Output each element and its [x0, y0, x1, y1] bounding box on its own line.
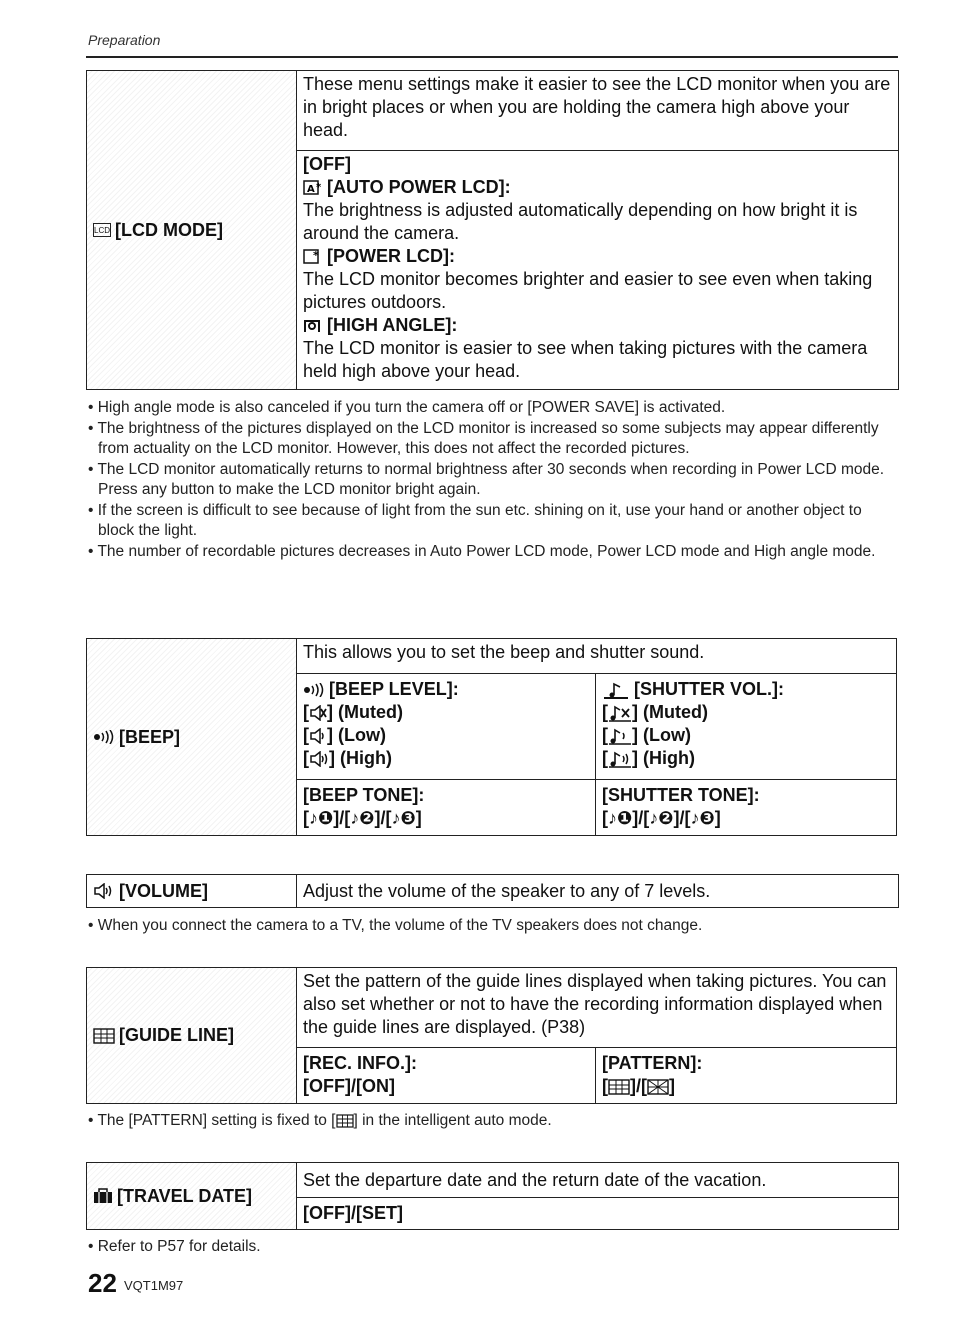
lcd-option-power [303, 245, 892, 268]
guide-line-notes [88, 1111, 900, 1132]
travel-date-label-text: [TRAVEL DATE] [117, 1185, 252, 1206]
lcd-note: • The number of recordable pictures decreases in Auto Power LCD mode, Power LCD mode and High angle mode. [88, 542, 876, 560]
shutter-vol-title [602, 678, 890, 701]
lcd-option-off: [OFF] [303, 154, 351, 174]
travel-date-icon [93, 1188, 113, 1204]
shutter-vol-low-text: (Low) [643, 725, 691, 745]
lcd-mode-icon: LCD [93, 223, 111, 237]
beep-level-row [297, 673, 896, 779]
model-code: VQT1M97 [124, 1278, 184, 1293]
beep-tone-title: [BEEP TONE]: [303, 785, 425, 805]
power-lcd-icon [303, 249, 323, 265]
travel-date-table [86, 1162, 899, 1230]
shutter-vol-high-text: (High) [643, 748, 695, 768]
beep-level-high-text: (High) [340, 748, 392, 768]
pattern-cell [595, 1048, 896, 1103]
svg-text:*: * [316, 182, 322, 194]
beep-intro-text: This allows you to set the beep and shutter sound. [303, 642, 705, 662]
volume-note: • When you connect the camera to a TV, the volume of the TV speakers does not change. [88, 917, 703, 934]
volume-label [87, 875, 297, 907]
travel-date-desc [297, 1163, 898, 1197]
speaker-low-icon [309, 728, 327, 744]
beep-level-muted: [ ] (Muted) [303, 702, 403, 722]
travel-date-notes [88, 1237, 900, 1258]
volume-label-text: [VOLUME] [119, 880, 208, 901]
shutter-vol-text: [SHUTTER VOL.]: [634, 679, 784, 699]
guide-line-icon [93, 1028, 115, 1044]
guide-line-table [86, 967, 897, 1104]
high-angle-icon [303, 318, 323, 334]
lcd-note: • High angle mode is also canceled if you turn the camera off or [POWER SAVE] is activated. [88, 399, 726, 416]
lcd-note: • The LCD monitor automatically returns to normal brightness after 30 seconds when recording in Power LCD mode. Press any button to make the LCD monitor bright again. [88, 460, 885, 498]
travel-date-options-text: [OFF]/[SET] [303, 1203, 403, 1223]
pattern-grid-icon [608, 1079, 630, 1095]
lcd-desc-power: The LCD monitor becomes brighter and easier to see even when taking pictures outdoors. [303, 269, 873, 312]
beep-tone-row [297, 779, 896, 835]
travel-date-options [297, 1197, 898, 1229]
beep-level-title [303, 678, 589, 701]
guide-line-label-text: [GUIDE LINE] [119, 1025, 234, 1045]
beep-level-cell [297, 674, 595, 779]
lcd-notes [88, 398, 900, 562]
guide-line-note-start: • The [PATTERN] setting is fixed to [ [88, 1112, 336, 1129]
shutter-muted-icon [608, 704, 632, 722]
lcd-mode-options [297, 150, 898, 389]
beep-tone-cell [297, 780, 595, 835]
lcd-note: • The brightness of the pictures displayed on the LCD monitor is increased so some subjects may appear differently from actuality on the LCD monitor. However, this does not affect the recorded pictures. [88, 419, 879, 457]
rec-info-cell [297, 1048, 595, 1103]
travel-date-desc-text: Set the departure date and the return date of the vacation. [303, 1169, 767, 1190]
beep-level-high: [ ] (High) [303, 748, 392, 768]
lcd-note: • If the screen is difficult to see because of light from the sun etc. shining on it, use your hand or another object to block the light. [88, 501, 862, 539]
rec-info-title: [REC. INFO.]: [303, 1053, 417, 1073]
lcd-desc-auto: The brightness is adjusted automatically depending on how bright it is around the camera. [303, 200, 858, 243]
lcd-desc-high: The LCD monitor is easier to see when taking pictures with the camera held high above your head. [303, 338, 868, 381]
guide-line-intro-text: Set the pattern of the guide lines displayed when taking pictures. You can also set whether or not to have the recording information displayed when the guide lines are displayed. (P38) [303, 971, 887, 1037]
svg-text:*: * [313, 249, 319, 263]
shutter-vol-muted-text: (Muted) [643, 702, 708, 722]
section-header: Preparation [88, 32, 161, 48]
pattern-title: [PATTERN]: [602, 1053, 703, 1073]
header-rule [86, 56, 898, 58]
speaker-high-icon [309, 751, 329, 767]
shutter-high-icon [608, 750, 632, 768]
shutter-vol-muted: [ ] (Muted) [602, 702, 708, 722]
svg-text:A: A [307, 184, 315, 196]
lcd-option-power-text: [POWER LCD]: [327, 246, 455, 266]
shutter-vol-high: [ ] (High) [602, 748, 695, 768]
beep-level-low: [ ] (Low) [303, 725, 386, 745]
volume-desc-text: Adjust the volume of the speaker to any of 7 levels. [303, 880, 711, 901]
shutter-tone-options: [♪❶]/[♪❷]/[♪❸] [602, 808, 721, 828]
pattern-options: [ ]/[ ] [602, 1076, 675, 1096]
guide-grid-icon [336, 1114, 354, 1128]
lcd-mode-intro [297, 71, 898, 150]
lcd-option-high [303, 314, 892, 337]
volume-icon [93, 883, 115, 899]
lcd-option-auto-text: [AUTO POWER LCD]: [327, 177, 511, 197]
guide-line-label [87, 968, 297, 1103]
guide-line-options [297, 1047, 896, 1103]
beep-icon [93, 730, 115, 744]
beep-table [86, 638, 897, 836]
travel-date-note: • Refer to P57 for details. [88, 1238, 261, 1255]
lcd-mode-label-text: [LCD MODE] [115, 219, 223, 240]
shutter-vol-icon [602, 681, 630, 699]
lcd-mode-label [87, 71, 297, 389]
guide-line-intro [297, 968, 896, 1047]
guide-line-note [88, 1111, 900, 1132]
lcd-option-auto [303, 176, 892, 199]
lcd-option-high-text: [HIGH ANGLE]: [327, 315, 458, 335]
page-number: 22 [88, 1268, 117, 1298]
beep-label [87, 639, 297, 835]
auto-power-lcd-icon [303, 180, 323, 196]
beep-level-text: [BEEP LEVEL]: [329, 679, 459, 699]
lcd-mode-table [86, 70, 899, 390]
beep-intro [297, 639, 896, 673]
rec-info-options: [OFF]/[ON] [303, 1076, 395, 1096]
shutter-tone-title: [SHUTTER TONE]: [602, 785, 760, 805]
guide-line-note-end: ] in the intelligent auto mode. [353, 1112, 552, 1129]
shutter-low-icon [608, 727, 632, 745]
shutter-vol-cell [595, 674, 896, 779]
beep-tone-options: [♪❶]/[♪❷]/[♪❸] [303, 808, 422, 828]
beep-level-low-text: (Low) [338, 725, 386, 745]
volume-table [86, 874, 899, 908]
shutter-vol-low: [ ] (Low) [602, 725, 691, 745]
beep-level-muted-text: (Muted) [338, 702, 403, 722]
travel-date-label [87, 1163, 297, 1229]
volume-desc [297, 875, 898, 907]
pattern-diagonal-icon [647, 1079, 669, 1095]
beep-level-icon [303, 683, 325, 697]
volume-notes [88, 916, 900, 937]
lcd-mode-intro-text: These menu settings make it easier to see the LCD monitor when you are in bright places or when you are holding the camera high above your head. [303, 74, 891, 140]
shutter-tone-cell [595, 780, 896, 835]
speaker-muted-icon [309, 705, 327, 721]
beep-label-text: [BEEP] [119, 726, 181, 747]
